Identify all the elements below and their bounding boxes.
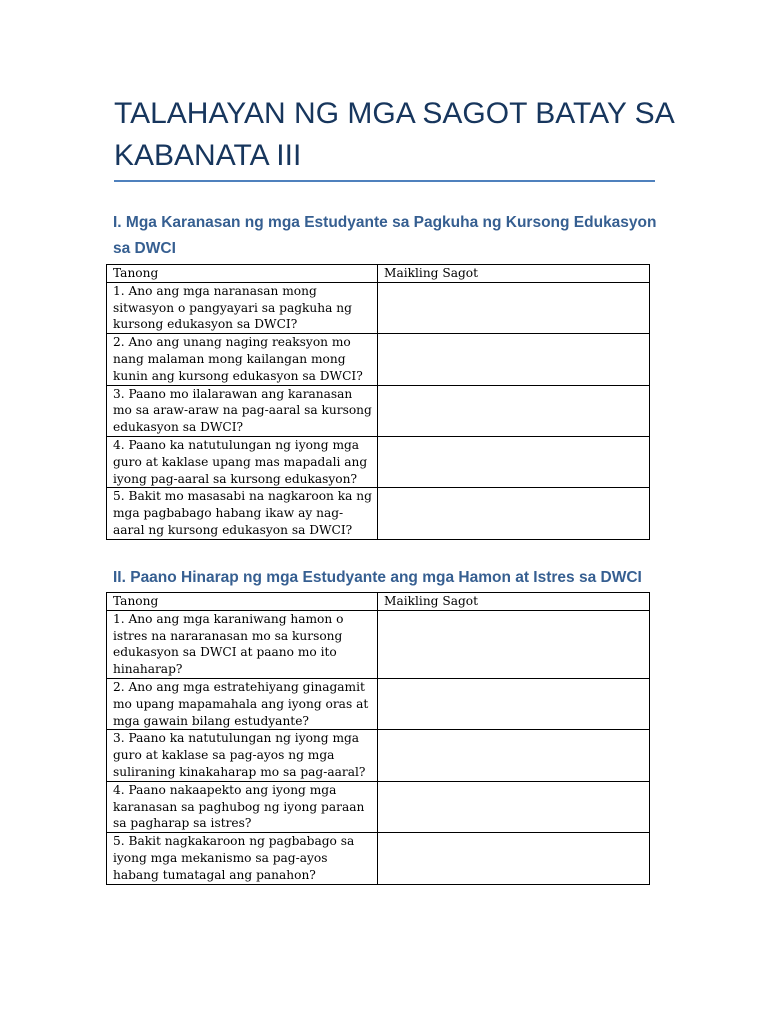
question-table-2 — [106, 592, 650, 885]
answer-cell[interactable] — [378, 781, 650, 832]
question-cell: 1. Ano ang mga karaniwang hamon o istres na nararanasan mo sa kursong edukasyon sa DWCI at paano mo ito hinaharap? — [107, 610, 378, 678]
question-cell: 4. Paano ka natutulungan ng iyong mga guro at kaklase upang mas mapadali ang iyong pag-aaral sa kursong edukasyon? — [107, 436, 378, 487]
table-row — [107, 833, 650, 884]
column-header-maikling-sagot: Maikling Sagot — [378, 593, 650, 611]
table-row — [107, 781, 650, 832]
answer-cell[interactable] — [378, 334, 650, 385]
table-row — [107, 678, 650, 729]
answer-cell[interactable] — [378, 610, 650, 678]
column-header-maikling-sagot: Maikling Sagot — [378, 265, 650, 283]
title-divider — [114, 180, 655, 182]
answer-cell[interactable] — [378, 730, 650, 781]
table-header-row — [107, 593, 650, 611]
answer-cell[interactable] — [378, 282, 650, 333]
table-row — [107, 730, 650, 781]
table-header-row — [107, 265, 650, 283]
question-cell: 5. Bakit mo masasabi na nagkaroon ka ng mga pagbabago habang ikaw ay nag-aaral ng kursong edukasyon sa DWCI? — [107, 488, 378, 539]
table-row — [107, 334, 650, 385]
question-cell: 3. Paano ka natutulungan ng iyong mga guro at kaklase sa pag-ayos ng mga suliraning kinakaharap mo sa pag-aaral? — [107, 730, 378, 781]
question-table-1 — [106, 264, 650, 540]
answer-cell[interactable] — [378, 385, 650, 436]
question-cell: 2. Ano ang mga estratehiyang ginagamit mo upang mapamahala ang iyong oras at mga gawain bilang estudyante? — [107, 678, 378, 729]
table-row — [107, 385, 650, 436]
table-row — [107, 610, 650, 678]
section-heading-2: II. Paano Hinarap ng mga Estudyante ang mga Hamon at Istres sa DWCI — [113, 569, 642, 586]
page-title: TALAHAYAN NG MGA SAGOT BATAY SA KABANATA III — [114, 97, 674, 172]
answer-cell[interactable] — [378, 488, 650, 539]
answer-cell[interactable] — [378, 678, 650, 729]
question-cell: 1. Ano ang mga naranasan mong sitwasyon o pangyayari sa pagkuha ng kursong edukasyon sa DWCI? — [107, 282, 378, 333]
question-cell: 2. Ano ang unang naging reaksyon mo nang malaman mong kailangan mong kunin ang kursong edukasyon sa DWCI? — [107, 334, 378, 385]
question-cell: 4. Paano nakaapekto ang iyong mga karanasan sa paghubog ng iyong paraan sa pagharap sa istres? — [107, 781, 378, 832]
answer-cell[interactable] — [378, 833, 650, 884]
answer-cell[interactable] — [378, 436, 650, 487]
section-heading-1: I. Mga Karanasan ng mga Estudyante sa Pagkuha ng Kursong Edukasyon sa DWCI — [113, 214, 657, 257]
table-row — [107, 488, 650, 539]
question-cell: 5. Bakit nagkakaroon ng pagbabago sa iyong mga mekanismo sa pag-ayos habang tumatagal ang panahon? — [107, 833, 378, 884]
table-row — [107, 436, 650, 487]
column-header-tanong: Tanong — [107, 265, 378, 283]
column-header-tanong: Tanong — [107, 593, 378, 611]
table-row — [107, 282, 650, 333]
question-cell: 3. Paano mo ilalarawan ang karanasan mo sa araw-araw na pag-aaral sa kursong edukasyon sa DWCI? — [107, 385, 378, 436]
